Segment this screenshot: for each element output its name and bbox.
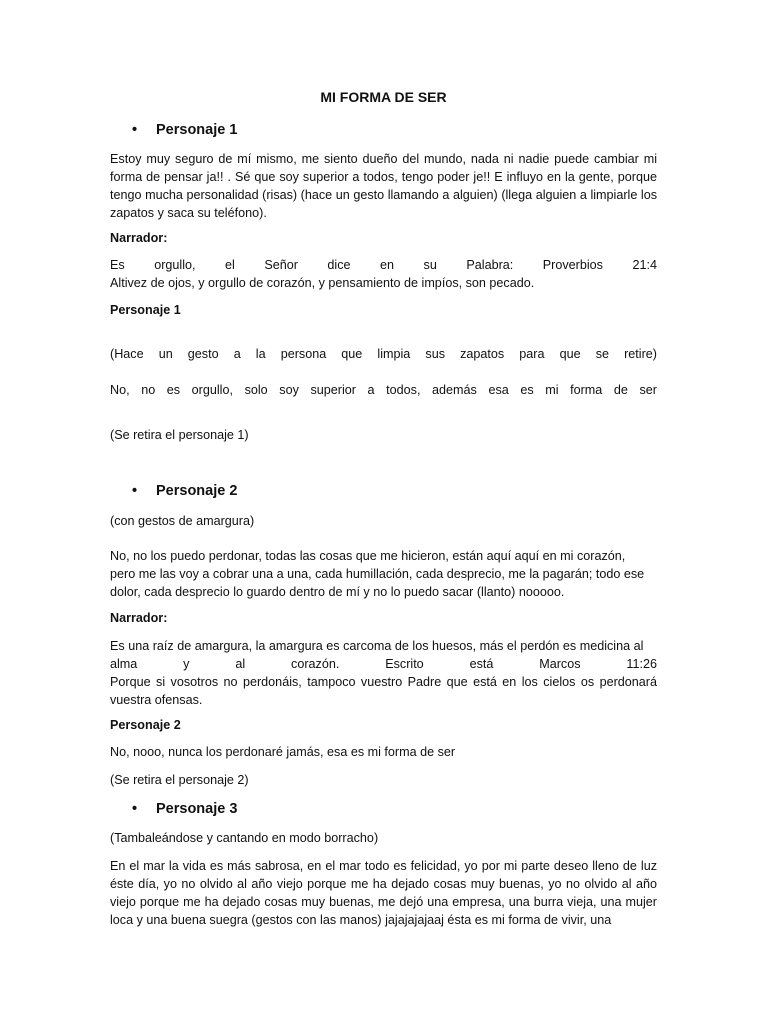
narrator-verse: Altivez de ojos, y orgullo de corazón, y pensamiento de impíos, son pecado. [110, 276, 535, 290]
personaje-2-monologue-line: dolor, cada desprecio lo guardo dentro de mí y no lo puedo sacar (llanto) nooooo. [110, 585, 565, 599]
bullet-icon: • [132, 801, 138, 817]
exit-direction: (Se retira el personaje 1) [110, 428, 249, 442]
section-heading-text: Personaje 2 [156, 483, 238, 499]
narrator-label: Narrador: [110, 231, 168, 245]
section-heading-text: Personaje 1 [156, 122, 238, 138]
document-title: MI FORMA DE SER [320, 89, 447, 105]
exit-direction: (Se retira el personaje 2) [110, 773, 249, 787]
narrator-line: Es una raíz de amargura, la amargura es carcoma de los huesos, más el perdón es medicina al [110, 639, 644, 653]
personaje-1-monologue: Estoy muy seguro de mí mismo, me siento dueño del mundo, nada ni nadie puede cambiar mi forma de pensar ja!! . Sé que soy superior a todos, tengo poder je!! E influyo en la gente, porque tengo mucha personalidad (risas) (hace un gesto llamando a alguien) (llega alguien a limpiarle los zapatos y saca su teléfono). [110, 152, 657, 220]
section-heading-personaje-2 [110, 482, 657, 502]
section-heading-personaje-1 [110, 121, 657, 141]
speaker-label: Personaje 2 [110, 718, 181, 732]
personaje-2-monologue-line: No, no los puedo perdonar, todas las cosas que me hicieron, están aquí aquí en mi corazón, [110, 549, 626, 563]
document-page [110, 0, 657, 1024]
personaje-2-monologue-line: pero me las voy a cobrar una a una, cada humillación, cada desprecio, me la pagarán; todo ese [110, 567, 645, 581]
narrator-verse: Porque si vosotros no perdonáis, tampoco vuestro Padre que está en los cielos os perdonará vuestra ofensas. [110, 675, 657, 707]
bullet-icon: • [132, 122, 138, 138]
stage-direction: (con gestos de amargura) [110, 514, 255, 528]
narrator-line: Es orgullo, el Señor dice en su Palabra: Proverbios 21:4 [110, 258, 657, 272]
dialogue-line: No, no es orgullo, solo soy superior a todos, además esa es mi forma de ser [110, 383, 657, 397]
section-heading-personaje-3 [110, 800, 657, 820]
narrator-label: Narrador: [110, 611, 168, 625]
stage-direction: (Hace un gesto a la persona que limpia sus zapatos para que se retire) [110, 347, 657, 361]
speaker-label: Personaje 1 [110, 303, 181, 317]
narrator-line: alma y al corazón. Escrito está Marcos 11:26 [110, 657, 657, 671]
stage-direction: (Tambaleándose y cantando en modo borracho) [110, 831, 379, 845]
dialogue-line: No, nooo, nunca los perdonaré jamás, esa es mi forma de ser [110, 745, 456, 759]
personaje-3-song: En el mar la vida es más sabrosa, en el mar todo es felicidad, yo por mi parte deseo lleno de luz éste día, yo no olvido al año viejo porque me ha dejado cosas muy buenas, yo no olvido al año viejo porque me ha dejado cosas muy buenas, me dejó una empresa, una burra vieja, una mujer loca y una buena suegra (gestos con las manos) jajajajajaaj ésta es mi forma de vivir, una [110, 859, 657, 927]
bullet-icon: • [132, 483, 138, 499]
section-heading-text: Personaje 3 [156, 801, 238, 817]
